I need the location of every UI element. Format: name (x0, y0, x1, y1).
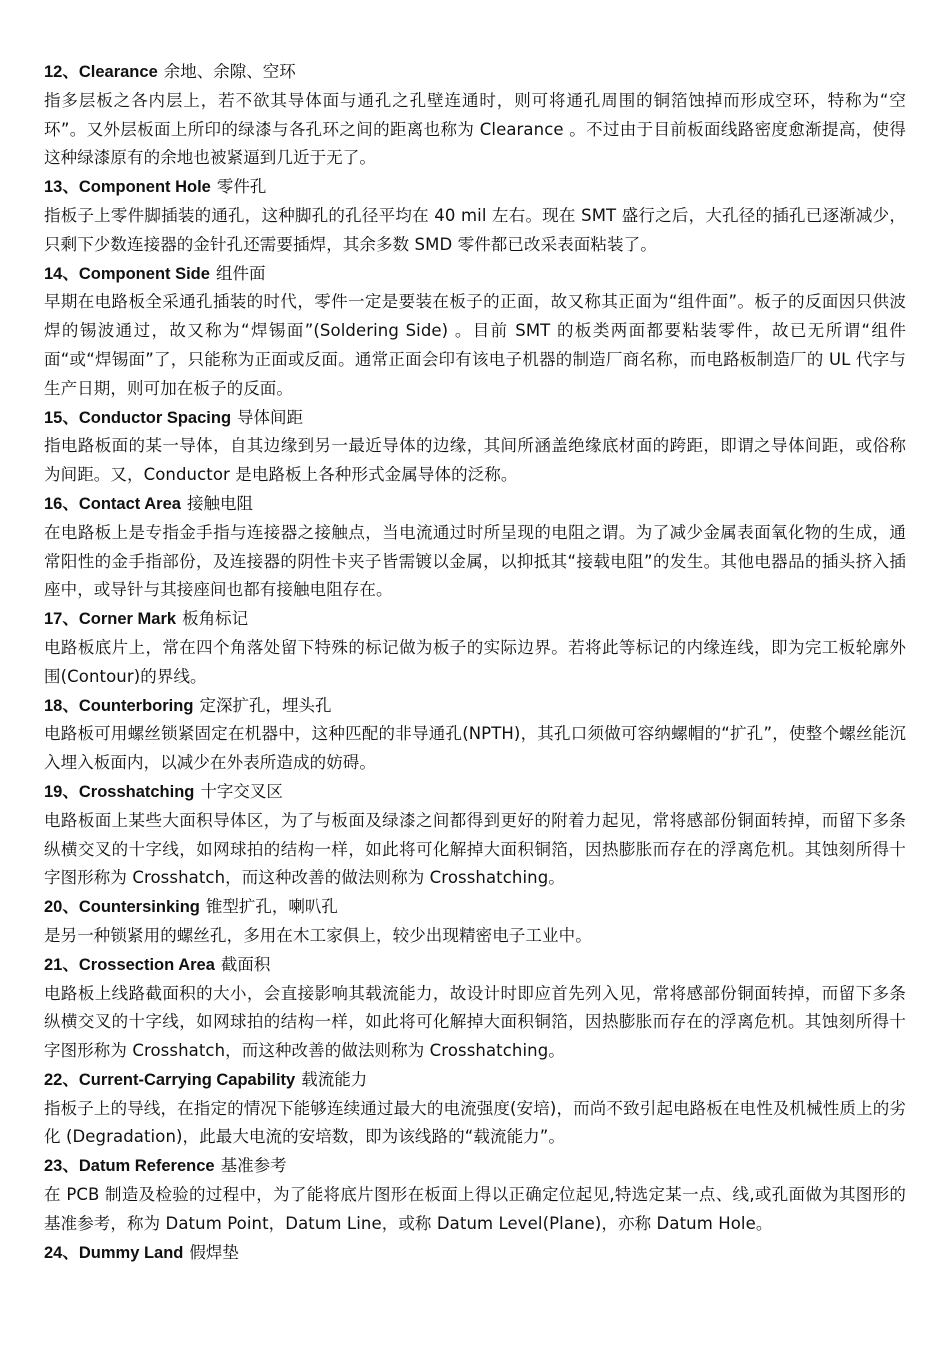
entry-chinese-term: 导体间距 (237, 407, 304, 427)
glossary-entry-18 (44, 692, 906, 778)
entry-term: Counterboring (78, 696, 194, 715)
entry-chinese-term: 假焊垫 (189, 1242, 239, 1262)
entry-chinese-term: 定深扩孔，埋头孔 (199, 695, 332, 715)
entry-chinese-term: 锥型扩孔，喇叭孔 (205, 897, 338, 917)
entry-heading (44, 404, 906, 433)
entry-number: 19、 (44, 782, 79, 801)
entry-heading (44, 893, 906, 922)
entry-heading (44, 778, 906, 807)
entry-chinese-term: 余地、余隙、空环 (163, 62, 296, 81)
entry-definition: 在 PCB 制造及检验的过程中，为了能将底片图形在板面上得以正确定位起见,特选定某一点、线,或孔面做为其图形的基准参考，称为 Datum Point，Datum Line，或称 Datum Level(Plane)，亦称 Datum Hole。 (44, 1185, 906, 1233)
entry-number: 15、 (44, 408, 79, 427)
glossary-entry-20 (44, 893, 906, 951)
entry-chinese-term: 零件孔 (216, 177, 267, 197)
entry-number: 13、 (44, 178, 79, 197)
entry-heading (44, 490, 906, 519)
entry-chinese-term: 组件面 (215, 263, 266, 283)
entry-number: 23、 (44, 1157, 79, 1176)
entry-number: 17、 (44, 610, 79, 629)
entry-chinese-term: 板角标记 (182, 609, 249, 629)
entry-chinese-term: 截面积 (220, 954, 271, 974)
entry-heading (44, 605, 906, 634)
glossary-entry-12 (44, 58, 906, 173)
entry-term: Current-Carrying Capability (78, 1070, 296, 1089)
entry-number: 22、 (44, 1070, 79, 1089)
entry-term: Clearance (78, 63, 158, 81)
entry-definition: 电路板可用螺丝锁紧固定在机器中，这种匹配的非导通孔(NPTH)，其孔口须做可容纳螺帽的“扩孔”，使整个螺丝能沉入埋入板面内，以减少在外表所造成的妨碍。 (44, 724, 906, 773)
entry-definition: 指多层板之各内层上，若不欲其导体面与通孔之孔壁连通时，则可将通孔周围的铜箔蚀掉而形成空环，特称为“空环”。又外层板面上所印的绿漆与各孔环之间的距离也称为 Clearance 。不过由于目前板面线路密度愈渐提高，使得这种绿漆原有的余地也被紧逼到几近于无了。 (44, 90, 906, 168)
glossary-entry-14 (44, 260, 906, 404)
entry-heading (44, 173, 906, 202)
entry-definition: 早期在电路板全采通孔插装的时代，零件一定是要装在板子的正面，故又称其正面为“组件面”。板子的反面因只供波焊的锡波通过，故又称为“焊锡面”(Soldering Side) 。目前 SMT 的板类两面都要粘装零件，故已无所谓“组件面“或“焊锡面”了，只能称为正面或反面。通常正面会印有该电子机器的制造厂商名称，而电路板制造厂的 UL 代字与生产日期，则可加在板子的反面。 (44, 292, 906, 398)
glossary-entry-15 (44, 404, 906, 490)
entry-number: 16、 (44, 494, 79, 513)
entry-heading (44, 692, 906, 721)
entry-term: Component Hole (78, 178, 211, 197)
entry-definition: 电路板底片上，常在四个角落处留下特殊的标记做为板子的实际边界。若将此等标记的内缘连线，即为完工板轮廓外围(Contour)的界线。 (44, 637, 906, 686)
entry-definition: 电路板面上某些大面积导体区，为了与板面及绿漆之间都得到更好的附着力起见，常将感部份铜面转掉，而留下多条纵横交叉的十字线，如网球拍的结构一样，如此将可化解掉大面积铜箔，因热膨胀而存在的浮离危机。其蚀刻所得十字图形称为 Crosshatch，而这种改善的做法则称为 Crosshatching。 (44, 810, 906, 888)
glossary-entry-22 (44, 1066, 906, 1152)
entry-chinese-term: 基准参考 (220, 1156, 287, 1176)
glossary-entry-13 (44, 173, 906, 259)
entry-number: 24、 (44, 1243, 79, 1262)
entry-definition: 指板子上的导线，在指定的情况下能够连续通过最大的电流强度(安培)，而尚不致引起电路板在电性及机械性质上的劣化 (Degradation)，此最大电流的安培数，即为该线路的“载流能力”。 (44, 1098, 906, 1147)
entry-heading (44, 1152, 906, 1181)
entry-number: 20、 (44, 898, 79, 917)
glossary-entry-16 (44, 490, 906, 605)
glossary-entry-21 (44, 951, 906, 1066)
entry-term: Crosshatching (78, 782, 195, 801)
entry-term: Corner Mark (78, 610, 177, 629)
entry-term: Conductor Spacing (78, 408, 232, 427)
entry-definition: 指板子上零件脚插装的通孔，这种脚孔的孔径平均在 40 mil 左右。现在 SMT 盛行之后，大孔径的插孔已逐渐减少，只剩下少数连接器的金针孔还需要插焊，其余多数 SMD 零件都已改采表面粘装了。 (44, 205, 906, 254)
entry-chinese-term: 载流能力 (301, 1069, 368, 1089)
entry-term: Countersinking (78, 898, 200, 917)
entry-heading (44, 260, 906, 289)
entry-number: 21、 (44, 955, 79, 974)
glossary-entry-23 (44, 1152, 906, 1238)
entry-heading (44, 951, 906, 980)
glossary-entry-17 (44, 605, 906, 691)
glossary-entry-19 (44, 778, 906, 893)
entry-term: Contact Area (78, 494, 181, 513)
entry-definition: 在电路板上是专指金手指与连接器之接触点，当电流通过时所呈现的电阻之谓。为了减少金属表面氧化物的生成，通常阳性的金手指部份，及连接器的阴性卡夹子皆需镀以金属，以抑抵其“接载电阻”的发生。其他电器品的插头挤入插座中，或导针与其接座间也都有接触电阻存在。 (44, 522, 906, 600)
entry-term: Datum Reference (78, 1157, 215, 1176)
entry-definition: 指电路板面的某一导体，自其边缘到另一最近导体的边缘，其间所涵盖绝缘底材面的跨距，即谓之导体间距，或俗称为间距。又，Conductor 是电路板上各种形式金属导体的泛称。 (44, 436, 906, 485)
entry-chinese-term: 十字交叉区 (200, 781, 283, 801)
entry-number: 12、 (44, 63, 79, 81)
entry-definition: 是另一种锁紧用的螺丝孔，多用在木工家俱上，较少出现精密电子工业中。 (44, 925, 592, 945)
entry-term: Component Side (78, 264, 210, 283)
entry-term: Crossection Area (78, 955, 215, 974)
entry-term: Dummy Land (78, 1243, 184, 1262)
entry-heading (44, 1066, 906, 1095)
entry-number: 18、 (44, 696, 79, 715)
entry-heading (44, 1239, 906, 1268)
glossary-entry-24 (44, 1239, 906, 1268)
entry-definition: 电路板上线路截面积的大小，会直接影响其载流能力，故设计时即应首先列入见，常将感部份铜面转掉，而留下多条纵横交叉的十字线，如网球拍的结构一样，如此将可化解掉大面积铜箔，因热膨胀而存在的浮离危机。其蚀刻所得十字图形称为 Crosshatch，而这种改善的做法则称为 Crosshatching。 (44, 983, 906, 1061)
entry-number: 14、 (44, 264, 79, 283)
entry-chinese-term: 接触电阻 (186, 493, 253, 513)
entry-heading (44, 58, 906, 87)
